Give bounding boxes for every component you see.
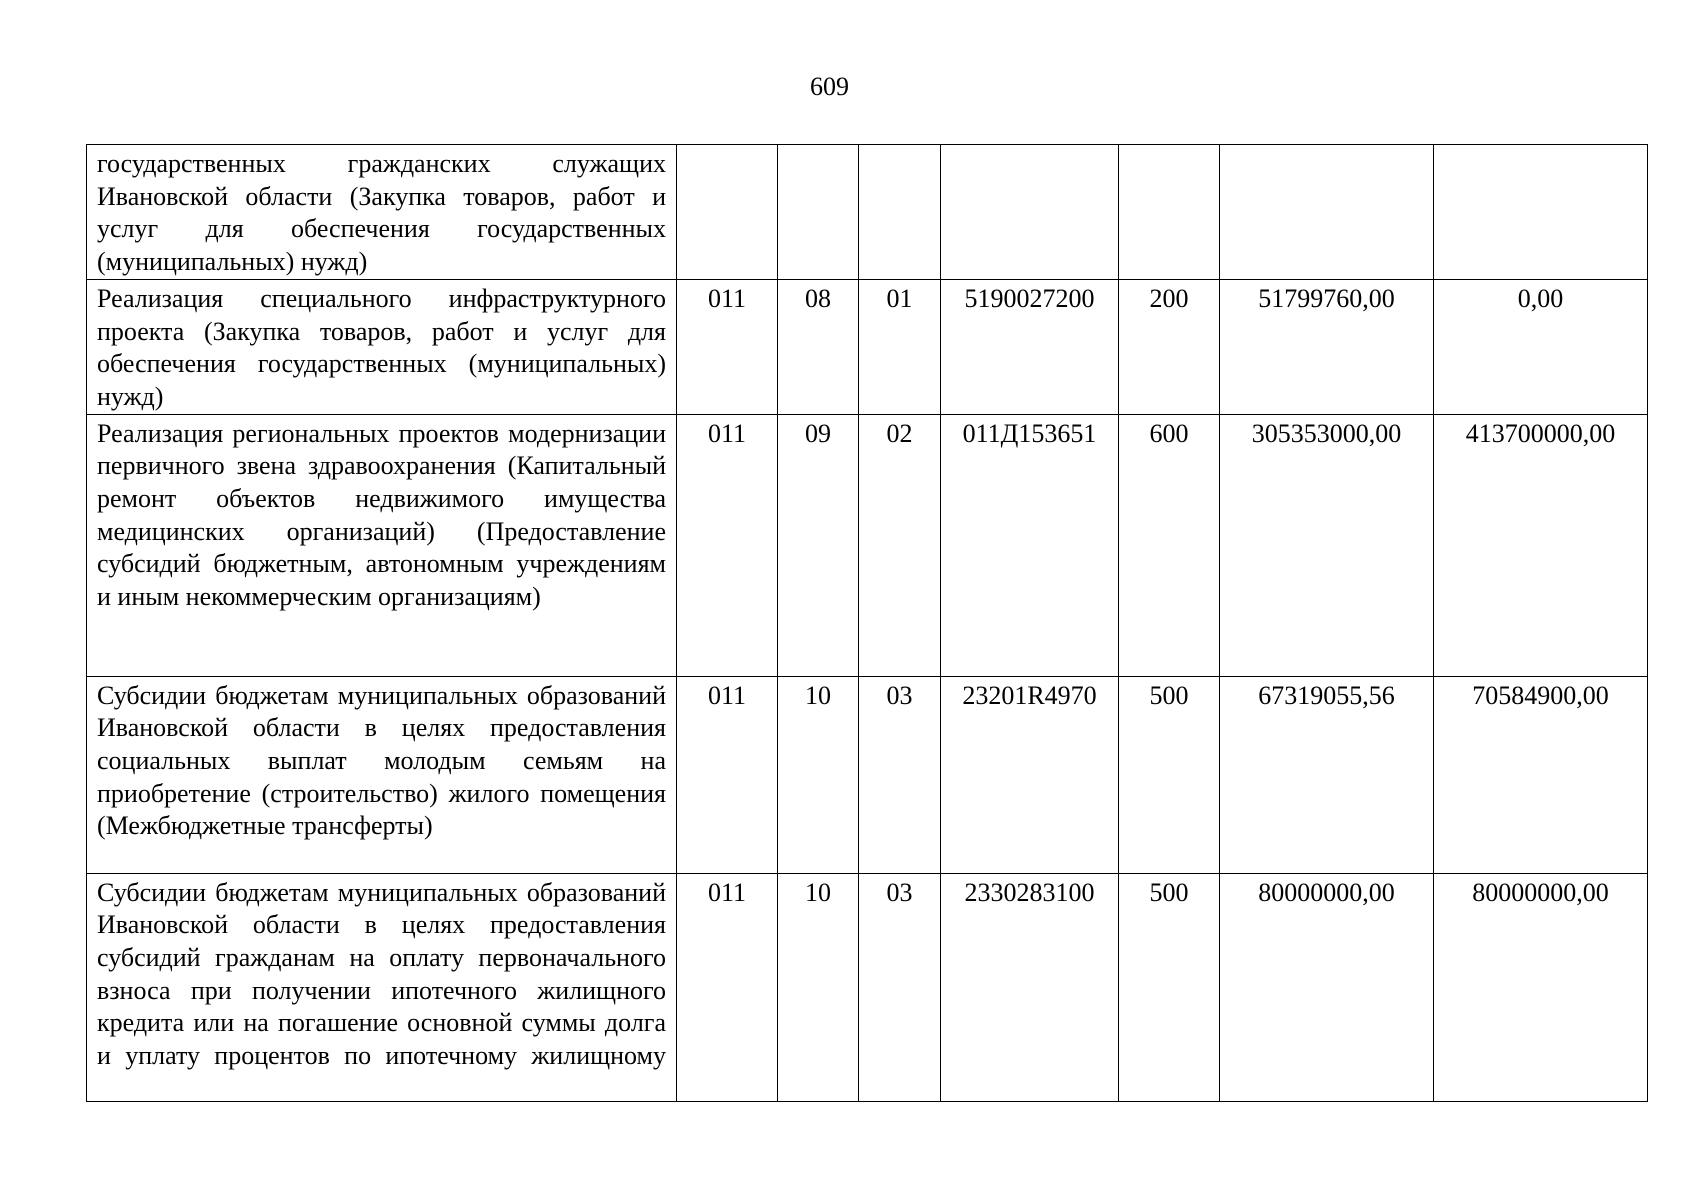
target-article-code: 5190027200 xyxy=(941,279,1119,414)
subsection-code: 03 xyxy=(859,676,941,873)
row-description: Субсидии бюджетам муниципальных образований Ивановской области в целях предоставления социальных выплат молодым семьям на приобретение (строительство) жилого помещения (Межбюджетные трансферты) xyxy=(87,676,677,873)
expense-type-code: 500 xyxy=(1119,676,1220,873)
amount-2023: 51799760,00 xyxy=(1220,279,1434,414)
subsection-code: 03 xyxy=(859,873,941,1101)
expense-type-code: 500 xyxy=(1119,873,1220,1101)
row-description: Реализация региональных проектов модернизации первичного звена здравоохранения (Капитальный ремонт объектов недвижимого имущества медицинских организаций) (Предоставление субсидий бюджетным, автономным учреждениям и иным некоммерческим организациям) xyxy=(87,414,677,676)
amount-2023: 80000000,00 xyxy=(1220,873,1434,1101)
chief-admin-code: 011 xyxy=(677,873,778,1101)
target-article-code: 2330283100 xyxy=(941,873,1119,1101)
section-code: 10 xyxy=(778,873,859,1101)
section-code: 10 xyxy=(778,676,859,873)
section-code xyxy=(778,145,859,280)
amount-2023: 67319055,56 xyxy=(1220,676,1434,873)
section-code: 09 xyxy=(778,414,859,676)
subsection-code: 01 xyxy=(859,279,941,414)
budget-table xyxy=(86,144,1648,1102)
target-article-code xyxy=(941,145,1119,280)
table-row xyxy=(87,873,1648,1101)
chief-admin-code: 011 xyxy=(677,414,778,676)
table-row xyxy=(87,414,1648,676)
table-row xyxy=(87,145,1648,280)
row-description: государственных гражданских служащих Ивановской области (Закупка товаров, работ и услуг для обеспечения государственных (муниципальных) нужд) xyxy=(87,145,677,280)
table-row xyxy=(87,676,1648,873)
amount-2023: 305353000,00 xyxy=(1220,414,1434,676)
expense-type-code: 600 xyxy=(1119,414,1220,676)
amount-2024: 413700000,00 xyxy=(1434,414,1648,676)
amount-2024: 70584900,00 xyxy=(1434,676,1648,873)
page-number: 609 xyxy=(810,72,849,101)
chief-admin-code: 011 xyxy=(677,279,778,414)
subsection-code: 02 xyxy=(859,414,941,676)
amount-2024 xyxy=(1434,145,1648,280)
amount-2023 xyxy=(1220,145,1434,280)
chief-admin-code: 011 xyxy=(677,676,778,873)
row-description: Реализация специального инфраструктурного проекта (Закупка товаров, работ и услуг для обеспечения государственных (муниципальных) нужд) xyxy=(87,279,677,414)
subsection-code xyxy=(859,145,941,280)
amount-2024: 0,00 xyxy=(1434,279,1648,414)
target-article-code: 011Д153651 xyxy=(941,414,1119,676)
section-code: 08 xyxy=(778,279,859,414)
chief-admin-code xyxy=(677,145,778,280)
expense-type-code: 200 xyxy=(1119,279,1220,414)
table-row xyxy=(87,279,1648,414)
amount-2024: 80000000,00 xyxy=(1434,873,1648,1101)
target-article-code: 23201R4970 xyxy=(941,676,1119,873)
row-description: Субсидии бюджетам муниципальных образований Ивановской области в целях предоставления субсидий гражданам на оплату первоначального взноса при получении ипотечного жилищного кредита или на погашение основной суммы долга и уплату процентов по ипотечному жилищному xyxy=(87,873,677,1101)
expense-type-code xyxy=(1119,145,1220,280)
